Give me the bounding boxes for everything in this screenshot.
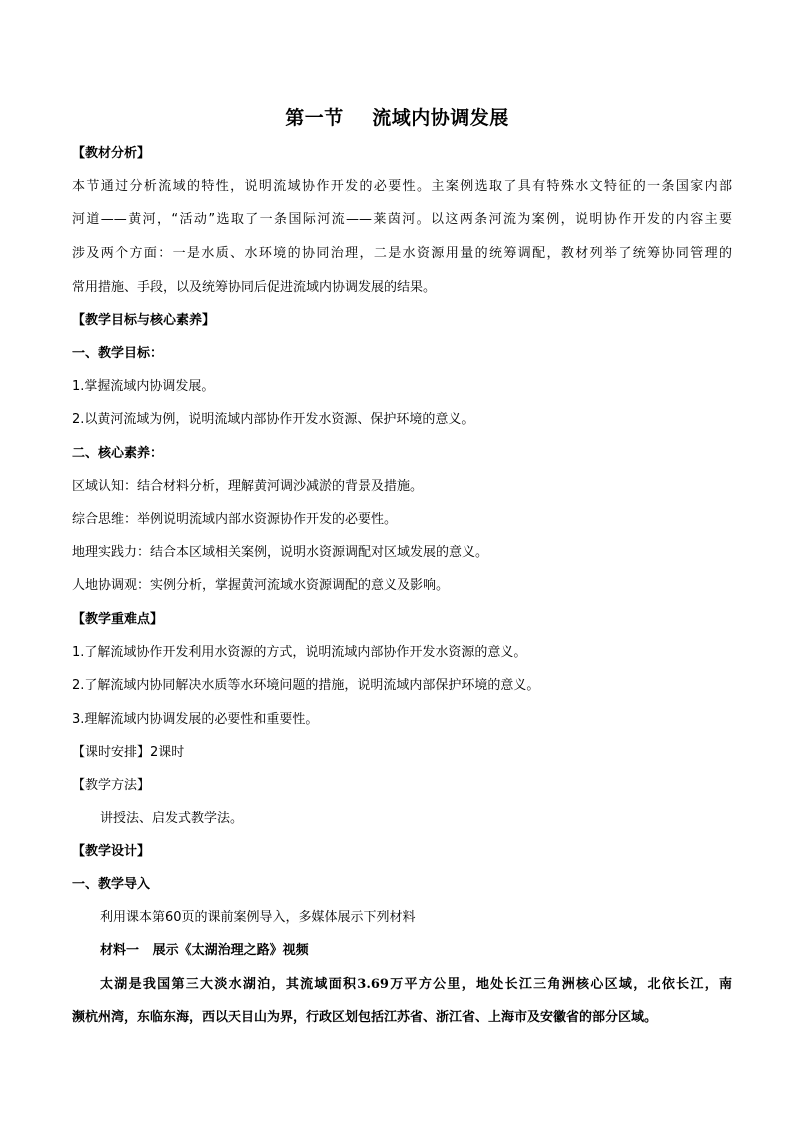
- key-points-heading: 【教学重难点】: [72, 612, 164, 627]
- literacy-item-2: 综合思维：举例说明流域内部水资源协作开发的必要性。: [72, 512, 398, 527]
- material-line-2: 濒杭州湾，东临东海，西以天目山为界，行政区划包括江苏省、浙江省、上海市及安徽省的部分区域。: [72, 1010, 658, 1025]
- intro-text: 利用课本第60页的课前案例导入，多媒体展示下列材料: [100, 910, 416, 925]
- goals-subheading: 一、教学目标：: [72, 346, 164, 361]
- analysis-line-4: 常用措施、手段，以及统筹协同后促进流域内协调发展的结果。: [72, 280, 437, 295]
- analysis-line-1: 本节通过分析流域的特性，说明流域协作开发的必要性。主案例选取了具有特殊水文特征的一条国家内部: [72, 179, 732, 194]
- schedule-heading: 【课时安排】: [72, 745, 151, 760]
- goal-item-1: 1.掌握流域内协调发展。: [72, 379, 215, 394]
- page-title: 第一节 流域内协调发展: [285, 107, 509, 129]
- method-text: 讲授法、启发式教学法。: [100, 811, 244, 826]
- key-point-item-3: 3.理解流域内协调发展的必要性和重要性。: [72, 712, 319, 727]
- analysis-line-3: 涉及两个方面：一是水质、水环境的协同治理，二是水资源用量的统筹调配，教材列举了统筹协同管理的: [72, 246, 732, 261]
- schedule-value: 2课时: [150, 745, 185, 760]
- method-heading: 【教学方法】: [72, 778, 151, 793]
- literacy-subheading: 二、核心素养：: [72, 446, 164, 461]
- literacy-item-1: 区域认知：结合材料分析，理解黄河调沙减淤的背景及措施。: [72, 479, 424, 494]
- analysis-heading: 【教材分析】: [72, 146, 151, 161]
- schedule-line: [72, 744, 732, 761]
- goals-heading: 【教学目标与核心素养】: [72, 313, 216, 328]
- material-label: 材料一 展示《太湖治理之路》视频: [100, 943, 309, 958]
- analysis-line-2: 河道——黄河，“活动”选取了一条国际河流——莱茵河。以这两条河流为案例，说明协作开发的内容主要: [72, 212, 732, 227]
- design-heading: 【教学设计】: [72, 844, 151, 859]
- key-point-item-1: 1.了解流域协作开发利用水资源的方式，说明流域内部协作开发水资源的意义。: [72, 645, 527, 660]
- material-line-1: 太湖是我国第三大淡水湖泊，其流域面积3.69万平方公里，地处长江三角洲核心区域，北依长江，南: [100, 977, 732, 992]
- literacy-item-3: 地理实践力：结合本区域相关案例，说明水资源调配对区域发展的意义。: [72, 545, 489, 560]
- key-point-item-2: 2.了解流域内协同解决水质等水环境问题的措施，说明流域内部保护环境的意义。: [72, 678, 540, 693]
- design-subheading: 一、教学导入: [72, 877, 151, 892]
- goal-item-2: 2.以黄河流域为例，说明流域内部协作开发水资源、保护环境的意义。: [72, 412, 475, 427]
- literacy-item-4: 人地协调观：实例分析，掌握黄河流域水资源调配的意义及影响。: [72, 578, 450, 593]
